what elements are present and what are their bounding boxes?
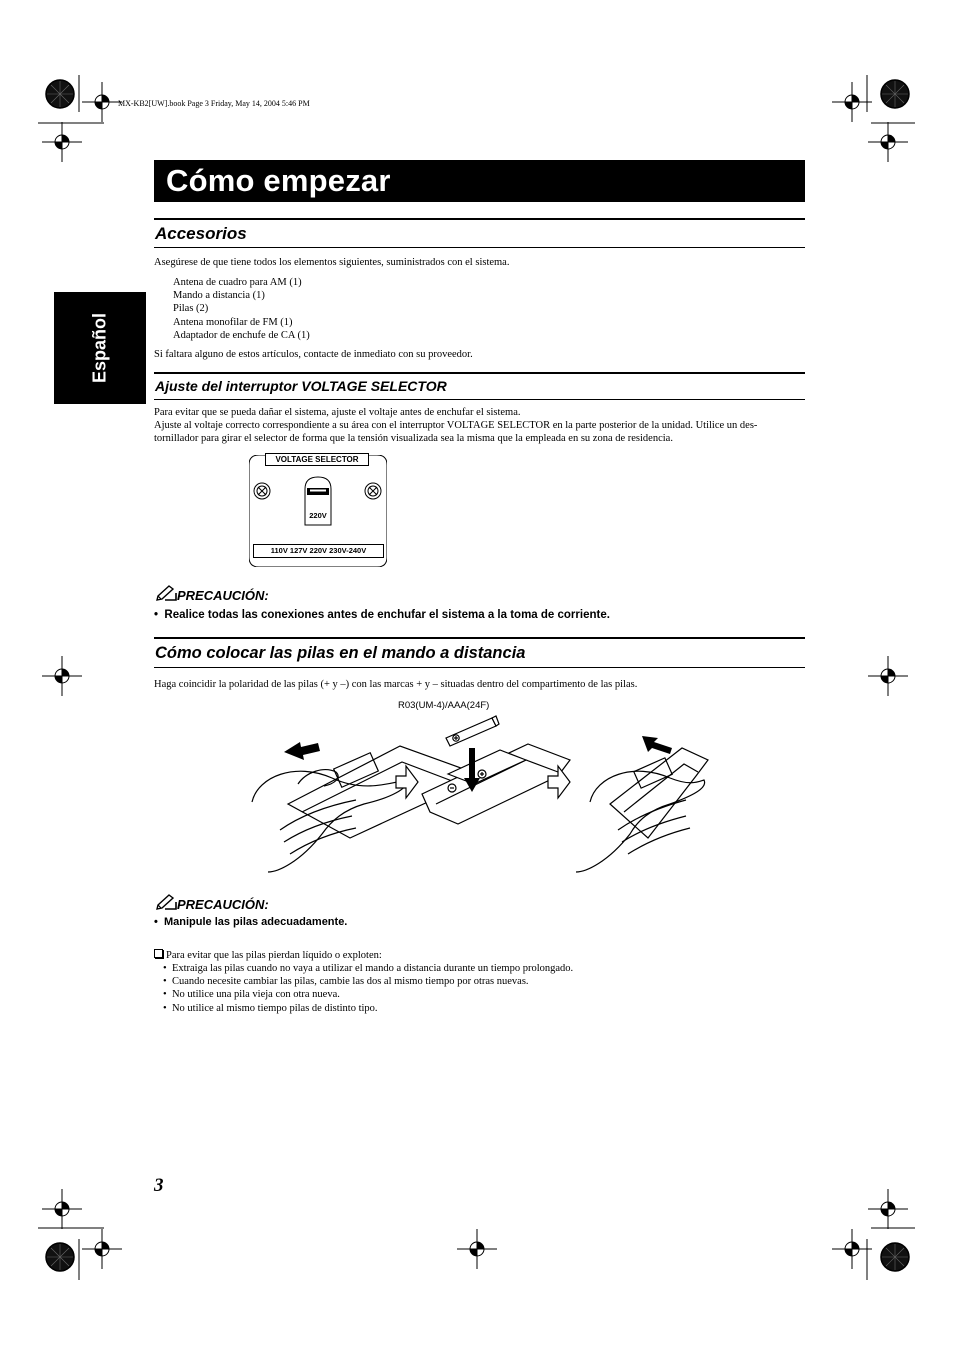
- remote-close-step: [576, 748, 708, 872]
- list-item: Pilas (2): [173, 303, 209, 315]
- list-item: • No utilice al mismo tiempo pilas de distinto tipo.: [163, 1002, 378, 1014]
- list-item: • No utilice una pila vieja con otra nueva.: [163, 989, 340, 1001]
- caution-text-2: • Manipule las pilas adecuadamente.: [154, 916, 348, 928]
- caution-title-2: PRECAUCIÓN:: [177, 897, 269, 912]
- accessories-heading-bar: [154, 218, 805, 248]
- voltage-heading: Ajuste del interruptor VOLTAGE SELECTOR: [155, 378, 447, 394]
- page-title: Cómo empezar: [166, 163, 391, 198]
- accessories-intro: Asegúrese de que tiene todos los elementos siguientes, suministrados con el sistema.: [154, 257, 510, 268]
- list-item: • Cuando necesite cambiar las pilas, cambie las dos al mismo tiempo por otras nuevas.: [163, 976, 529, 988]
- file-header: MX-KB2[UW].book Page 3 Friday, May 14, 2004 5:46 PM: [118, 99, 310, 108]
- voltage-line-3: tornillador para girar el selector de forma que la tensión visualizada sea la misma que la empleada en su zona de residencia.: [154, 433, 673, 444]
- battery-icon: [446, 716, 499, 746]
- arrow-left-icon: [284, 742, 320, 760]
- caution-pencil-icon: [155, 585, 177, 602]
- caution-text-1: • Realice todas las conexiones antes de enchufar el sistema a la toma de corriente.: [154, 609, 610, 621]
- caution-title-1: PRECAUCIÓN:: [177, 588, 269, 603]
- accessories-heading: Accesorios: [155, 224, 247, 243]
- list-item: Mando a distancia (1): [173, 290, 265, 302]
- voltage-selector-diagram: [249, 455, 387, 567]
- bullet-icon: •: [154, 609, 165, 621]
- language-side-tab: [54, 292, 146, 404]
- list-item: • Extraiga las pilas cuando no vaya a utilizar el mando a distancia durante un tiempo prolongado.: [163, 963, 574, 974]
- battery-install-illustration: [240, 712, 720, 874]
- arrow-right-up-icon: [642, 736, 672, 754]
- page-number: 3: [154, 1175, 164, 1196]
- voltage-heading-bar: [154, 372, 805, 400]
- batteries-heading-bar: [154, 637, 805, 668]
- language-label: Español: [89, 312, 110, 384]
- list-item: Antena de cuadro para AM (1): [173, 277, 302, 288]
- voltage-text: [154, 406, 806, 445]
- voltage-selector-label: VOLTAGE SELECTOR: [265, 453, 369, 466]
- accessories-footer: Si faltara alguno de estos artículos, contacte de inmediato con su proveedor.: [154, 349, 473, 360]
- caution-bullet-list: [163, 962, 573, 1015]
- caution-pencil-icon-2: [155, 894, 177, 911]
- voltage-line-2: Ajuste al voltaje correcto correspondiente a su área con el interruptor VOLTAGE SELECTOR en la parte posterior de la unidad. Utilice un des-: [154, 420, 758, 431]
- voltage-options: 110V 127V 220V 230V-240V: [253, 544, 384, 558]
- voltage-current-value: 220V: [309, 511, 327, 520]
- list-item: Antena monofilar de FM (1): [173, 316, 293, 328]
- voltage-line-1: Para evitar que se pueda dañar el sistema, ajuste el voltaje antes de enchufar el sistema.: [154, 407, 521, 418]
- checkbox-icon: [154, 949, 163, 958]
- bullet-icon: •: [154, 916, 164, 928]
- batteries-heading: Cómo colocar las pilas en el mando a distancia: [155, 644, 526, 662]
- page-title-bar: [154, 160, 805, 202]
- battery-type-label: R03(UM-4)/AAA(24F): [398, 700, 490, 711]
- list-item: Adaptador de enchufe de CA (1): [173, 329, 310, 341]
- batteries-intro: Haga coincidir la polaridad de las pilas (+ y –) con las marcas + y – situadas dentro del compartimento de las pilas.: [154, 679, 638, 690]
- caution-lead: Para evitar que las pilas pierdan líquido o exploten:: [154, 949, 382, 962]
- accessories-list: [173, 276, 310, 342]
